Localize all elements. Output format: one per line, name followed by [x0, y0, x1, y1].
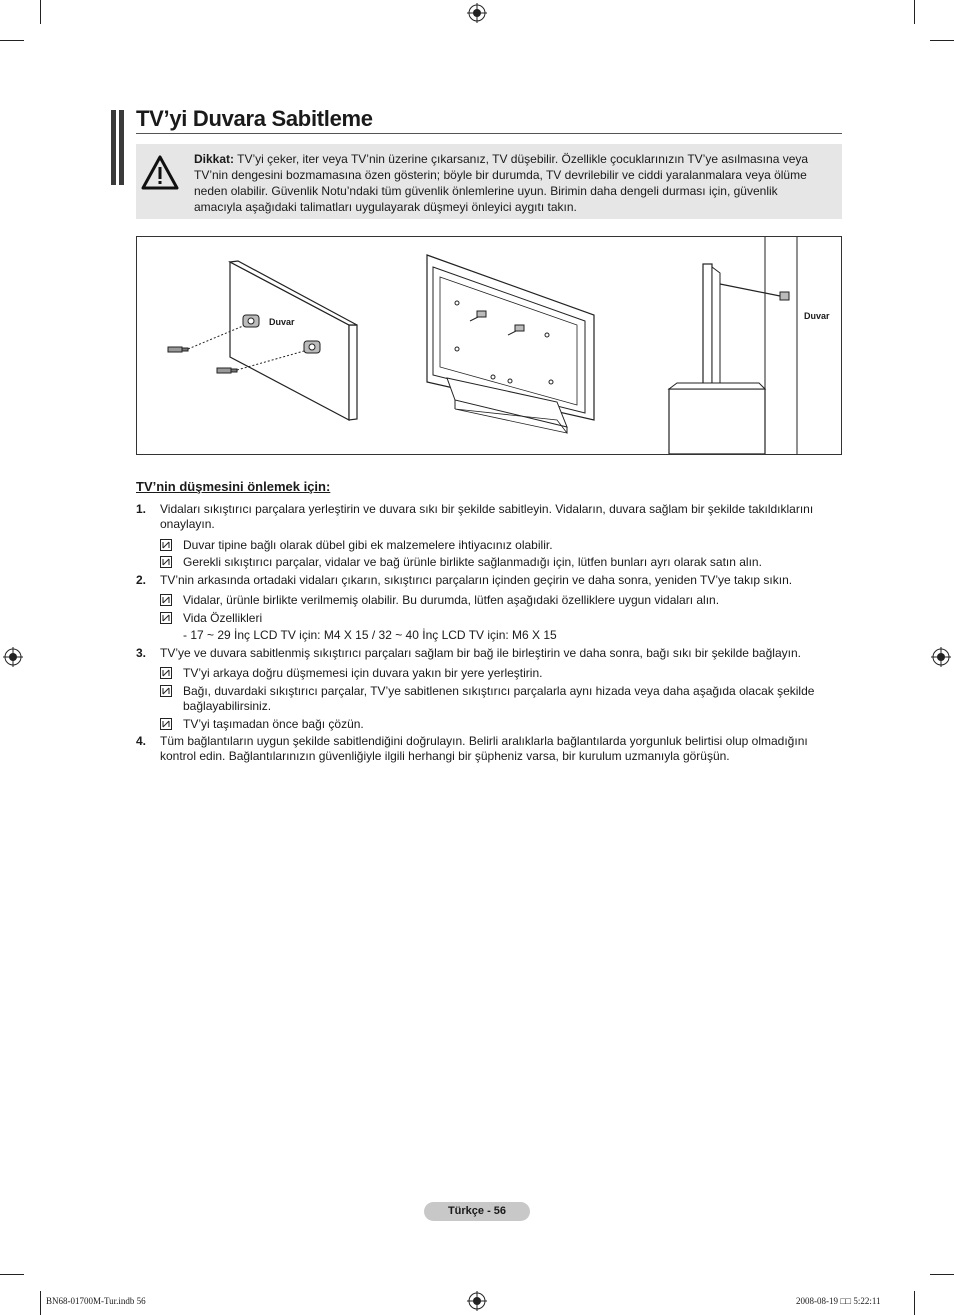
note-icon	[160, 667, 172, 679]
step-number: 4.	[136, 734, 147, 748]
clamp-icon	[243, 315, 259, 327]
clamp-icon	[304, 341, 320, 353]
screw-icon	[217, 368, 237, 373]
caution-text	[194, 151, 824, 215]
section-heading: TV’nin düşmesini önlemek için:	[136, 479, 331, 494]
wall-label: Duvar	[804, 311, 830, 321]
note-text: Duvar tipine bağlı olarak dübel gibi ek malzemelere ihtiyacınız olabilir.	[183, 538, 553, 552]
note-text: Gerekli sıkıştırıcı parçalar, vidalar ve bağ ürünle birlikte sağlanmadığı için, lütfen bunları ayrı olarak satın alın.	[183, 555, 762, 569]
crop-mark	[40, 0, 41, 24]
registration-mark-icon	[3, 647, 23, 667]
illustration-drawing	[137, 237, 841, 454]
clamp-icon	[780, 292, 789, 300]
wall-mount-illustration	[136, 236, 842, 455]
step-text: TV’ye ve duvara sabitlenmiş sıkıştırıcı parçaları sağlam bir bağ ile birleştirin ve daha sonra, bağı sıkı bir şekilde bağlayın.	[160, 646, 801, 660]
note-icon	[160, 539, 172, 551]
header-bar	[119, 110, 124, 185]
registration-mark-icon	[467, 3, 487, 23]
note-icon	[160, 612, 172, 624]
registration-mark-icon	[931, 647, 951, 667]
step-text: TV’nin arkasında ortadaki vidaları çıkarın, sıkıştırıcı parçaların içinden geçirin ve daha sonra, yeniden TV’ye takıp sıkın.	[160, 573, 793, 587]
note-icon	[160, 556, 172, 568]
crop-mark	[914, 0, 915, 24]
caution-box	[136, 144, 842, 219]
step-text: Vidaları sıkıştırıcı parçalara yerleştirin ve duvara sıkı bir şekilde sabitleyin. Vidaların, duvara sağlam bir şekilde takıldıklarını onaylayın.	[160, 502, 814, 531]
crop-mark	[0, 1274, 24, 1275]
step-number: 2.	[136, 573, 147, 587]
crop-mark	[930, 1274, 954, 1275]
screw-spec: - 17 ~ 29 İnç LCD TV için: M4 X 15 / 32 ~ 40 İnç LCD TV için: M6 X 15	[183, 628, 557, 642]
header-bar	[111, 110, 116, 185]
note-text: TV’yi arkaya doğru düşmemesi için duvara yakın bir yere yerleştirin.	[183, 666, 543, 680]
page-number: Türkçe - 56	[424, 1202, 530, 1221]
crop-mark	[40, 1291, 41, 1315]
note-icon	[160, 718, 172, 730]
note-text: TV’yi taşımadan önce bağı çözün.	[183, 717, 364, 731]
wall-label: Duvar	[269, 317, 295, 327]
caution-body: TV’yi çeker, iter veya TV’nin üzerine çıkarsanız, TV düşebilir. Özellikle çocuklarınızın TV’ye asılmasına veya TV’nin dengesini bozmamasına özen gösterin; böyle bir durumda, TV devrilebilir ve ciddi yaralanmalara veya ölüme neden olabilir. Güvenlik Notu’ndaki tüm güvenlik önlemlerine uyun. Birimin daha dengeli durması için, güvenlik amacıyla aşağıdaki talimatları uygulayarak düşmeyi önleyici aygıtı takın.	[194, 152, 809, 214]
step-text: Tüm bağlantıların uygun şekilde sabitlendiğini doğrulayın. Belirli aralıklarla bağlantılarda yorgunluk belirtisi olup olmadığını kontrol edin. Bağlantılarınızın güvenliğiyle ilgili herhangi bir şüpheniz varsa, bir kurulum uzmanıyla görüşün.	[160, 734, 808, 763]
screw-icon	[168, 347, 188, 352]
crop-mark	[914, 1291, 915, 1315]
note-text: Vidalar, ürünle birlikte verilmemiş olabilir. Bu durumda, lütfen aşağıdaki özelliklere uygun vidaları alın.	[183, 593, 720, 607]
note-icon	[160, 594, 172, 606]
page-title: TV’yi Duvara Sabitleme	[136, 106, 373, 131]
warning-icon	[141, 155, 179, 191]
note-icon	[160, 685, 172, 697]
step-number: 1.	[136, 502, 147, 516]
registration-mark-icon	[467, 1291, 487, 1311]
note-text: Vida Özellikleri	[183, 611, 263, 625]
crop-mark	[0, 40, 24, 41]
title-rule	[136, 133, 842, 134]
footer-timestamp: 2008-08-19 □□ 5:22:11	[796, 1296, 881, 1306]
footer-file: BN68-01700M-Tur.indb 56	[46, 1296, 146, 1306]
note-text: Bağı, duvardaki sıkıştırıcı parçalar, TV’ye sabitlenen sıkıştırıcı parçalarla aynı hizada veya daha aşağıda olacak şekilde bağlayabilirsiniz.	[183, 684, 815, 713]
caution-label: Dikkat:	[194, 152, 235, 166]
step-number: 3.	[136, 646, 147, 660]
crop-mark	[930, 40, 954, 41]
